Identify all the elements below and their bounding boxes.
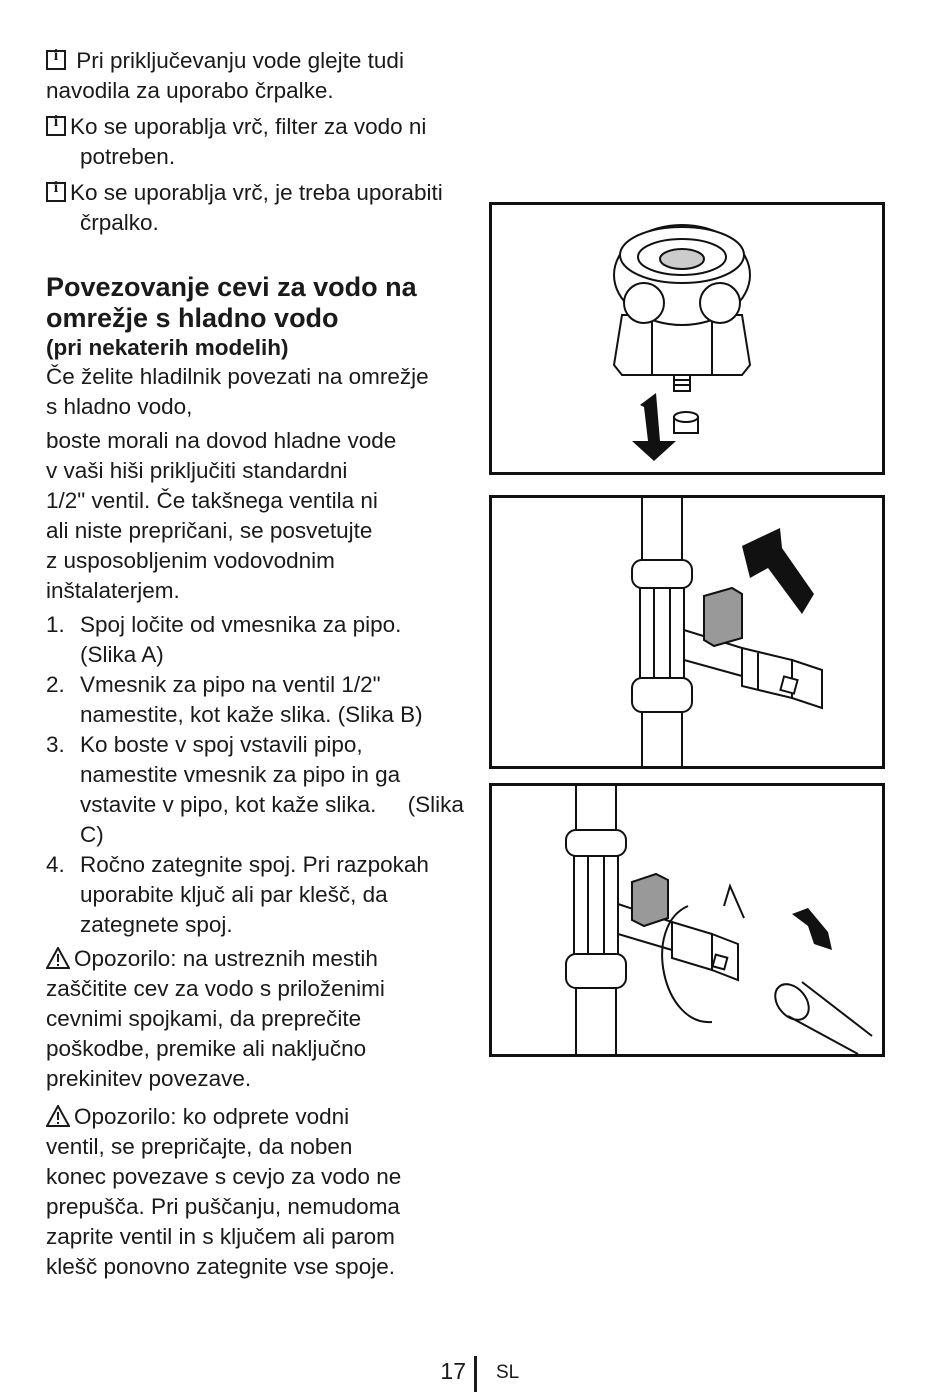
heading-line: Povezovanje cevi za vodo na bbox=[46, 272, 417, 302]
steps-list bbox=[46, 610, 466, 940]
list-item bbox=[46, 610, 466, 670]
info-icon bbox=[46, 182, 66, 202]
note-text: Pri priključevanju vode glejte tudi bbox=[76, 48, 404, 73]
text-line: cevnimi spojkami, da preprečite bbox=[46, 1006, 362, 1031]
text-line: prekinitev povezave. bbox=[46, 1066, 252, 1091]
body-paragraph bbox=[46, 426, 466, 606]
page-footer bbox=[0, 1356, 950, 1392]
list-item bbox=[46, 730, 466, 850]
pipe-connection-illustration bbox=[492, 786, 882, 1054]
text-line: zaščitite cev za vodo s priloženimi bbox=[46, 976, 385, 1001]
text-line: ventil, se prepričajte, da noben bbox=[46, 1134, 353, 1159]
list-item bbox=[46, 670, 466, 730]
step-number: 3. bbox=[46, 732, 65, 757]
language-code: SL bbox=[496, 1362, 520, 1383]
section-subheading: (pri nekaterih modelih) bbox=[46, 335, 289, 360]
heading-line: omrežje s hladno vodo bbox=[46, 303, 339, 333]
text-line: poškodbe, premike ali naključno bbox=[46, 1036, 367, 1061]
note-text: navodila za uporabo črpalke. bbox=[46, 78, 334, 103]
footer-divider bbox=[474, 1356, 477, 1392]
text-line: (Slika A) bbox=[80, 642, 164, 667]
text-line: Opozorilo: ko odprete vodni bbox=[74, 1104, 350, 1129]
warning-icon bbox=[46, 947, 70, 969]
warning-1 bbox=[46, 944, 466, 1094]
section-heading bbox=[46, 272, 466, 334]
step-number: 4. bbox=[46, 852, 65, 877]
text-line: Spoj ločite od vmesnika za pipo. bbox=[80, 612, 402, 637]
valve-illustration bbox=[492, 498, 882, 766]
text-line: zategnete spoj. bbox=[80, 912, 233, 937]
text-line: boste morali na dovod hladne vode bbox=[46, 428, 397, 453]
info-note-2 bbox=[46, 112, 466, 172]
text-line: Ko boste v spoj vstavili pipo, bbox=[80, 732, 363, 757]
text-line: namestite vmesnik za pipo in ga bbox=[80, 762, 401, 787]
text-line: vstavite v pipo, kot kaže slika. (Slika bbox=[80, 792, 464, 817]
text-line: namestite, kot kaže slika. (Slika B) bbox=[80, 702, 423, 727]
note-text: Ko se uporablja vrč, je treba uporabiti bbox=[70, 180, 443, 205]
figure-b bbox=[489, 495, 885, 769]
info-icon bbox=[46, 116, 66, 136]
info-note-1 bbox=[46, 46, 466, 106]
text-line: z usposobljenim vodovodnim bbox=[46, 548, 335, 573]
list-item bbox=[46, 850, 466, 940]
text-line: C) bbox=[80, 822, 104, 847]
text-line: 1/2" ventil. Če takšnega ventila ni bbox=[46, 488, 378, 513]
text-line: konec povezave s cevjo za vodo ne bbox=[46, 1164, 402, 1189]
step-number: 2. bbox=[46, 672, 65, 697]
text-line: Vmesnik za pipo na ventil 1/2" bbox=[80, 672, 381, 697]
text-line: s hladno vodo, bbox=[46, 394, 193, 419]
intro-paragraph bbox=[46, 362, 466, 422]
info-note-3 bbox=[46, 178, 466, 238]
figure-c bbox=[489, 783, 885, 1057]
text-line: Če želite hladilnik povezati na omrežje bbox=[46, 364, 429, 389]
text-column bbox=[46, 46, 466, 1282]
text-line: ali niste prepričani, se posvetujte bbox=[46, 518, 373, 543]
figure-a bbox=[489, 202, 885, 475]
text-line: Opozorilo: na ustreznih mestih bbox=[74, 946, 378, 971]
note-text: Ko se uporablja vrč, filter za vodo ni bbox=[70, 114, 427, 139]
text-line: inštalaterjem. bbox=[46, 578, 180, 603]
text-line: uporabite ključ ali par klešč, da bbox=[80, 882, 388, 907]
note-text: črpalko. bbox=[80, 210, 159, 235]
text-line: klešč ponovno zategnite vse spoje. bbox=[46, 1254, 395, 1279]
step-number: 1. bbox=[46, 612, 65, 637]
warning-icon bbox=[46, 1105, 70, 1127]
text-line: zaprite ventil in s ključem ali parom bbox=[46, 1224, 395, 1249]
warning-2 bbox=[46, 1102, 466, 1282]
page-number: 17 bbox=[440, 1358, 466, 1384]
text-line: prepušča. Pri puščanju, nemudoma bbox=[46, 1194, 400, 1219]
fitting-illustration bbox=[492, 205, 882, 472]
note-text: potreben. bbox=[80, 144, 176, 169]
text-line: v vaši hiši priključiti standardni bbox=[46, 458, 348, 483]
text-line: Ročno zategnite spoj. Pri razpokah bbox=[80, 852, 429, 877]
info-icon bbox=[46, 50, 66, 70]
